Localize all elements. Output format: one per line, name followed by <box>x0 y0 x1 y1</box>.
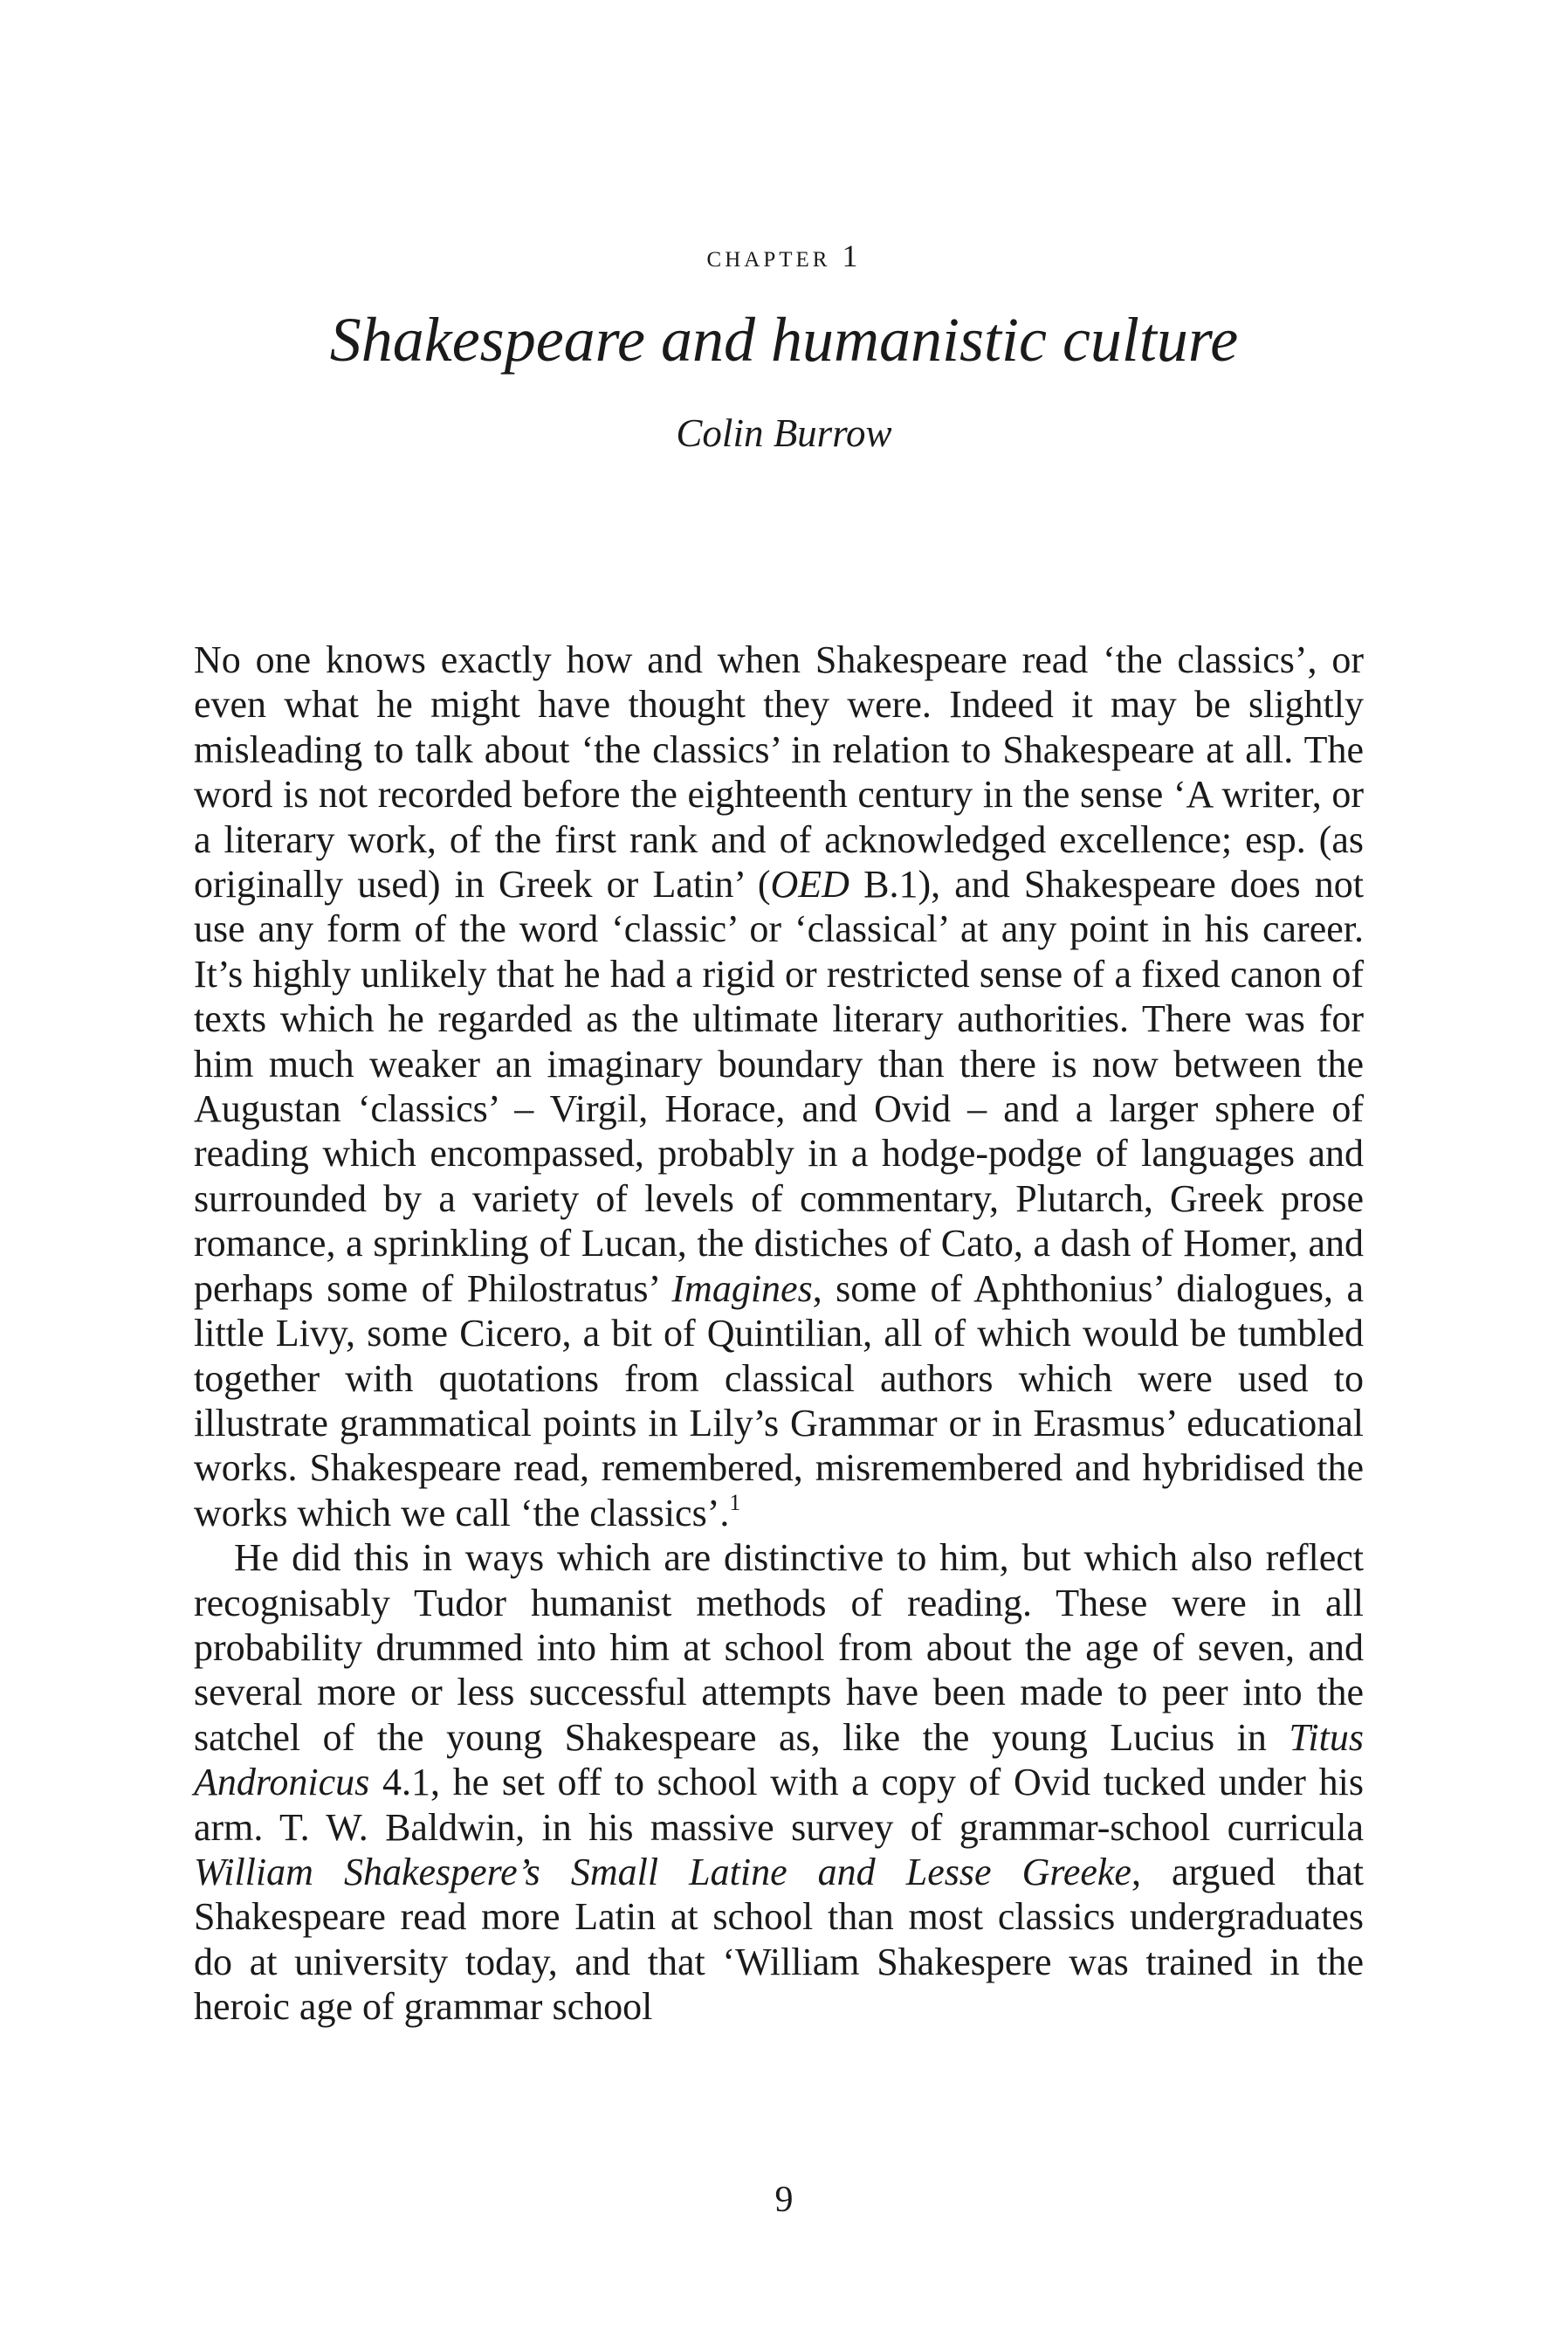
baldwin-book-title: William Shakespere’s Small Latine and Lesse Greeke <box>194 1850 1131 1893</box>
paragraph-1-part-1: No one knows exactly how and when Shakespeare read ‘the classics’, or even what he might have thought they were. Indeed it may be slightly misleading to talk about ‘the classics’ in relation to Shakespeare at all. The word is not recorded before the eighteenth century in the sense ‘A writer, or a literary work, of the first rank and of acknowledged excellence; esp. (as originally used) in Greek or Latin’ ( <box>194 638 1364 907</box>
paragraph-2-part-2: 4.1, he set off to school with a copy of Ovid tucked under his arm. T. W. Baldwin, in his massive survey of grammar-school curricula <box>194 1761 1364 1849</box>
oed-abbreviation: OED <box>770 863 849 907</box>
body-text <box>194 638 1364 2030</box>
paragraph-2 <box>194 1535 1364 2029</box>
paragraph-2-part-1: He did this in ways which are distinctive to him, but which also reflect recognisably Tudor humanist methods of reading. These were in all probability drummed into him at school from about the age of seven, and several more or less successful attempts have been made to peer into the satchel of the young Shakespeare as, like the young Lucius in <box>194 1536 1364 1759</box>
imagines-title: Imagines <box>671 1266 813 1310</box>
paragraph-1-part-2: B.1), and Shakespeare does not use any form of the word ‘classic’ or ‘classical’ at any point in his career. It’s highly unlikely that he had a rigid or restricted sense of a fixed canon of texts which he regarded as the ultimate literary authorities. There was for him much weaker an imaginary boundary than there is now between the Augustan ‘classics’ – Virgil, Horace, and Ovid – and a larger sphere of reading which encompassed, probably in a hodge-podge of languages and surrounded by a variety of levels of commentary, Plutarch, Greek prose romance, a sprinkling of Lucan, the distiches of Cato, a dash of Homer, and perhaps some of Philostratus’ <box>194 863 1364 1310</box>
paragraph-1 <box>194 638 1364 1535</box>
paragraph-1-part-3: , some of Aphthonius’ dialogues, a little Livy, some Cicero, a bit of Quintilian, all of which would be tumbled together with quotations from classical authors which were used to illustrate grammatical points in Lily’s Grammar or in Erasmus’ educational works. Shakespeare read, remembered, misremembered and hybridised the works which we call ‘the classics’. <box>194 1266 1364 1534</box>
page-number: 9 <box>774 2180 794 2220</box>
titus-andronicus-title: Titus Andronicus <box>194 1715 1364 1804</box>
chapter-author: Colin Burrow <box>676 411 892 455</box>
chapter-label: chapter 1 <box>706 238 862 273</box>
chapter-title: Shakespeare and humanistic culture <box>329 305 1239 375</box>
footnote-marker: 1 <box>729 1489 741 1515</box>
paragraph-2-part-3: , argued that Shakespeare read more Latin at school than most classics undergraduates do at university today, and that ‘William Shakespere was trained in the heroic age of grammar school <box>194 1850 1364 2029</box>
